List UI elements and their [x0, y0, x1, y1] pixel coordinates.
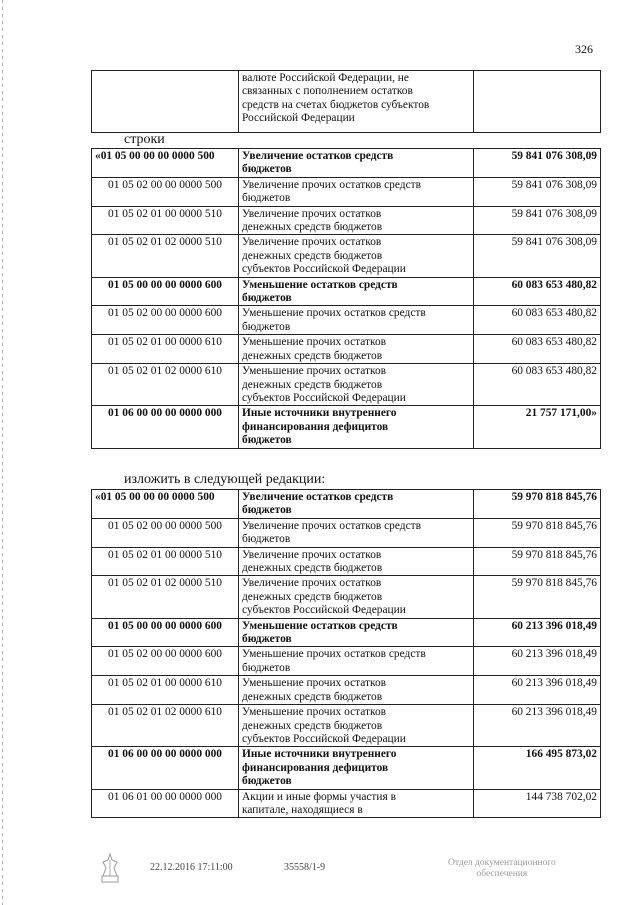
table-row: [92, 576, 601, 618]
table-row: [92, 406, 601, 448]
table-row: [92, 647, 601, 676]
amount-cell: 60 213 396 018,49: [474, 647, 601, 676]
name-line: денежных средств бюджетов: [242, 249, 383, 262]
name-line: финансирования дефицитов: [242, 420, 389, 433]
stamp-line: обеспечения: [476, 869, 528, 879]
amount-cell: 60 083 653 480,82: [474, 277, 601, 306]
page-number: 326: [575, 42, 593, 56]
label-new-version: изложить в следующей редакции:: [124, 472, 326, 487]
code-cell: 01 05 02 01 02 0000 610: [92, 364, 239, 406]
amount-cell: 60 213 396 018,49: [474, 618, 601, 647]
name-line: денежных средств бюджетов: [242, 349, 383, 362]
code-cell: [92, 71, 239, 133]
table-row: [92, 235, 601, 277]
code-cell: «01 05 00 00 00 0000 500: [92, 149, 239, 178]
name-cell: [239, 306, 474, 335]
code-cell: 01 06 00 00 00 0000 000: [92, 747, 239, 789]
name-line: Уменьшение остатков средств: [242, 278, 398, 291]
name-cell: [239, 547, 474, 576]
amount-cell: 144 738 702,02: [474, 789, 601, 818]
name-cell: [239, 177, 474, 206]
footer-doc-number: 35558/1-9: [284, 862, 326, 873]
code-cell: 01 05 00 00 00 0000 600: [92, 618, 239, 647]
name-cell: [239, 789, 474, 818]
name-cell: [239, 206, 474, 235]
table-row: [92, 747, 601, 789]
code-cell: 01 05 02 01 02 0000 510: [92, 235, 239, 277]
code-cell: 01 06 00 00 00 0000 000: [92, 406, 239, 448]
name-cell: [239, 676, 474, 705]
name-cell: [239, 490, 474, 519]
name-line: Уменьшение прочих остатков: [242, 706, 387, 719]
table-row: [92, 618, 601, 647]
name-cell: [239, 235, 474, 277]
amount-cell: 21 757 171,00»: [474, 406, 601, 448]
name-line: бюджетов: [242, 320, 291, 333]
name-line: Увеличение прочих остатков: [242, 207, 382, 220]
name-cell: [239, 277, 474, 306]
table-row: [92, 71, 601, 133]
amount-cell: 59 841 076 308,09: [474, 206, 601, 235]
amount-cell: 59 970 818 845,76: [474, 547, 601, 576]
top-fragment-table: [91, 70, 601, 133]
amount-cell: 60 083 653 480,82: [474, 306, 601, 335]
amount-cell: 59 970 818 845,76: [474, 518, 601, 547]
name-line: Увеличение остатков средств: [242, 491, 394, 503]
name-line: Уменьшение прочих остатков средств: [242, 307, 426, 320]
emblem-icon: [100, 852, 120, 884]
amount-cell: 60 213 396 018,49: [474, 705, 601, 747]
name-line: Уменьшение прочих остатков средств: [242, 648, 426, 661]
name-line: Российской Федерации: [242, 112, 355, 125]
name-line: Уменьшение прочих остатков: [242, 677, 387, 690]
name-line: субъектов Российской Федерации: [242, 263, 406, 276]
binding-margin-line: [2, 0, 3, 905]
code-cell: 01 05 02 00 00 0000 600: [92, 647, 239, 676]
table-row: [92, 149, 601, 178]
name-line: денежных средств бюджетов: [242, 221, 383, 234]
name-cell: [239, 705, 474, 747]
table-row: [92, 306, 601, 335]
name-line: денежных средств бюджетов: [242, 378, 383, 391]
name-line: Иные источники внутреннего: [242, 407, 397, 420]
code-cell: «01 05 00 00 00 0000 500: [92, 490, 239, 519]
name-line: субъектов Российской Федерации: [242, 732, 406, 745]
name-cell: [239, 406, 474, 448]
code-cell: 01 05 02 01 00 0000 610: [92, 335, 239, 364]
new-rows-table: [91, 489, 601, 818]
amount-cell: 60 083 653 480,82: [474, 364, 601, 406]
amount-cell: [474, 71, 601, 133]
code-cell: 01 05 02 01 02 0000 510: [92, 576, 239, 618]
name-line: бюджетов: [242, 533, 291, 546]
table-row: [92, 364, 601, 406]
table-row: [92, 705, 601, 747]
name-line: денежных средств бюджетов: [242, 590, 383, 603]
name-line: денежных средств бюджетов: [242, 690, 383, 703]
name-line: Увеличение прочих остатков: [242, 236, 382, 249]
name-cell: [239, 576, 474, 618]
amount-cell: 166 495 873,02: [474, 747, 601, 789]
name-line: Иные источники внутреннего: [242, 748, 397, 761]
code-cell: 01 05 00 00 00 0000 600: [92, 277, 239, 306]
old-rows-table: [91, 148, 601, 449]
name-line: валюте Российской Федерации, не: [242, 72, 409, 84]
table-row: [92, 789, 601, 818]
label-old-rows: строки: [124, 132, 165, 147]
name-line: бюджетов: [242, 633, 292, 646]
name-line: денежных средств бюджетов: [242, 719, 383, 732]
name-cell: [239, 364, 474, 406]
name-line: бюджетов: [242, 504, 292, 517]
code-cell: 01 05 02 01 00 0000 510: [92, 206, 239, 235]
name-line: Увеличение прочих остатков средств: [242, 178, 421, 191]
name-line: Уменьшение остатков средств: [242, 619, 398, 632]
name-cell: [239, 71, 474, 133]
amount-cell: 60 083 653 480,82: [474, 335, 601, 364]
table-row: [92, 177, 601, 206]
code-cell: 01 05 02 01 00 0000 610: [92, 676, 239, 705]
name-line: бюджетов: [242, 775, 292, 788]
table-row: [92, 547, 601, 576]
name-cell: [239, 647, 474, 676]
footer-stamp-text: [448, 858, 556, 880]
name-cell: [239, 149, 474, 178]
code-cell: 01 05 02 00 00 0000 600: [92, 306, 239, 335]
name-line: бюджетов: [242, 192, 291, 205]
table-row: [92, 518, 601, 547]
table-row: [92, 206, 601, 235]
name-cell: [239, 747, 474, 789]
name-line: субъектов Российской Федерации: [242, 604, 406, 617]
amount-cell: 59 970 818 845,76: [474, 490, 601, 519]
name-line: связанных с пополнением остатков: [242, 85, 413, 98]
name-line: Уменьшение прочих остатков: [242, 336, 387, 349]
table-row: [92, 335, 601, 364]
name-line: бюджетов: [242, 292, 292, 305]
name-line: финансирования дефицитов: [242, 761, 389, 774]
amount-cell: 59 970 818 845,76: [474, 576, 601, 618]
name-line: Увеличение прочих остатков: [242, 577, 382, 590]
amount-cell: 60 213 396 018,49: [474, 676, 601, 705]
name-line: капитале, находящиеся в: [242, 803, 363, 816]
code-cell: 01 05 02 00 00 0000 500: [92, 177, 239, 206]
stamp-line: Отдел документационного: [448, 858, 556, 868]
name-line: Увеличение остатков средств: [242, 150, 394, 162]
code-cell: 01 05 02 01 02 0000 610: [92, 705, 239, 747]
name-line: Акции и иные формы участия в: [242, 790, 396, 803]
name-line: Увеличение прочих остатков: [242, 548, 382, 561]
name-line: бюджетов: [242, 661, 291, 674]
table-row: [92, 490, 601, 519]
name-cell: [239, 518, 474, 547]
name-cell: [239, 335, 474, 364]
code-cell: 01 06 01 00 00 0000 000: [92, 789, 239, 818]
code-cell: 01 05 02 01 00 0000 510: [92, 547, 239, 576]
table-row: [92, 676, 601, 705]
name-cell: [239, 618, 474, 647]
footer-datetime: 22.12.2016 17:11:00: [150, 862, 233, 873]
name-line: Уменьшение прочих остатков: [242, 365, 387, 378]
name-line: бюджетов: [242, 434, 292, 447]
name-line: бюджетов: [242, 163, 292, 176]
amount-cell: 59 841 076 308,09: [474, 177, 601, 206]
name-line: Увеличение прочих остатков средств: [242, 519, 421, 532]
table-row: [92, 277, 601, 306]
code-cell: 01 05 02 00 00 0000 500: [92, 518, 239, 547]
name-line: денежных средств бюджетов: [242, 562, 383, 575]
amount-cell: 59 841 076 308,09: [474, 149, 601, 178]
amount-cell: 59 841 076 308,09: [474, 235, 601, 277]
name-line: субъектов Российской Федерации: [242, 391, 406, 404]
name-line: средств на счетах бюджетов субъектов: [242, 98, 430, 111]
